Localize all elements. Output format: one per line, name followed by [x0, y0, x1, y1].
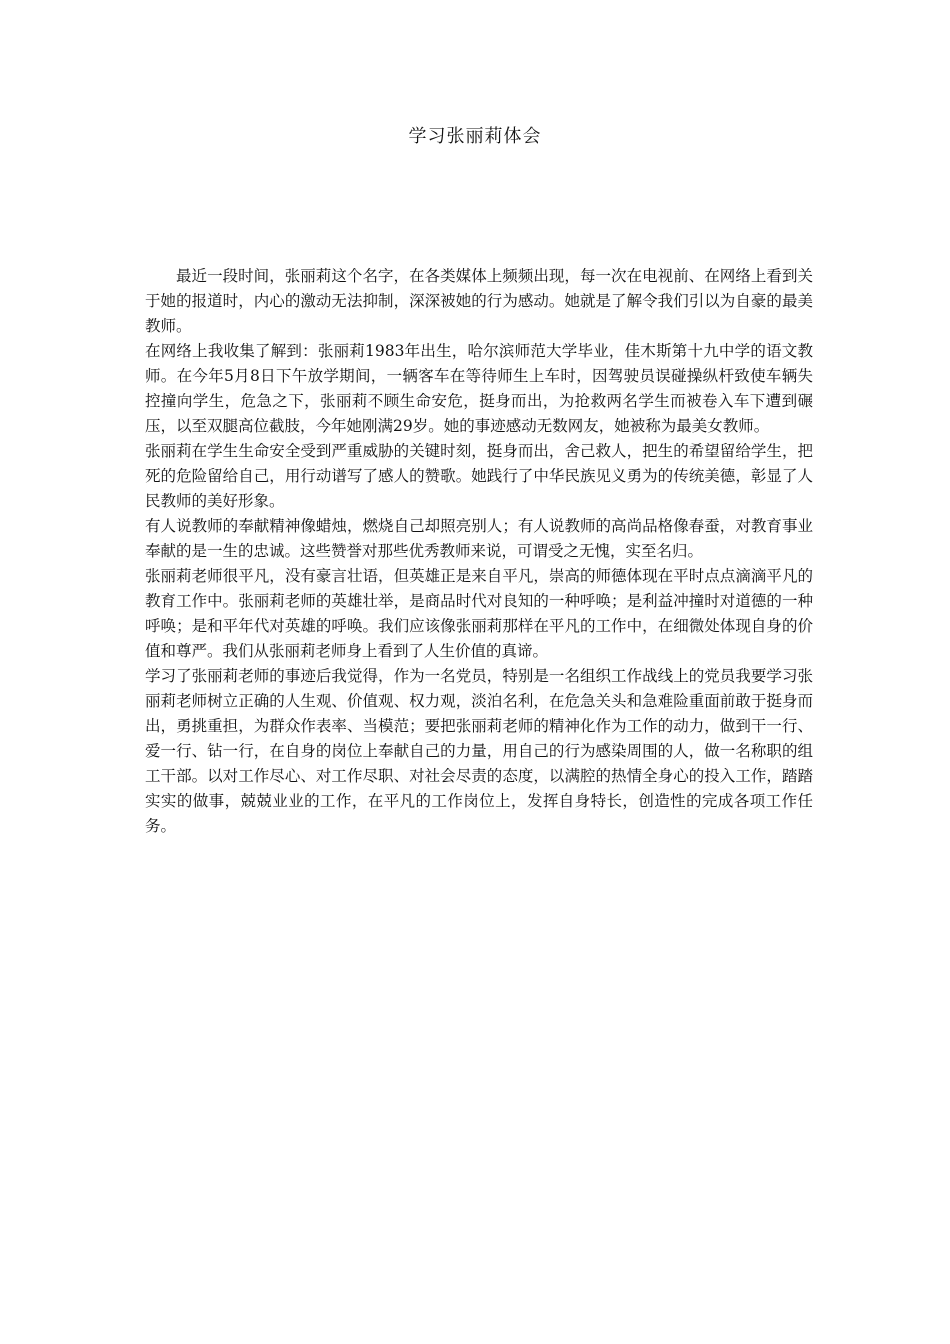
paragraph-background: 在网络上我收集了解到：张丽莉1983年出生，哈尔滨师范大学毕业，佳木斯第十九中学的语文教师。在今年5月8日下午放学期间，一辆客车在等待师生上车时，因驾驶员误碰操纵杆致使车辆失控撞向学生，危急之下，张丽莉不顾生命安危，挺身而出，为抢救两名学生而被卷入车下遭到碾压，以至双腿高位截肢，今年她刚满29岁。她的事迹感动无数网友，她被称为最美女教师。	[145, 342, 813, 435]
paragraph-praise: 张丽莉在学生生命安全受到严重威胁的关键时刻，挺身而出，舍己救人，把生的希望留给学生，把死的危险留给自己，用行动谱写了感人的赞歌。她践行了中华民族见义勇为的传统美德，彰显了人民教师的美好形象。	[145, 442, 813, 510]
paragraph-reflection: 学习了张丽莉老师的事迹后我觉得，作为一名党员，特别是一名组织工作战线上的党员我要学习张丽莉老师树立正确的人生观、价值观、权力观，淡泊名利，在危急关头和急难险重面前敢于挺身而出，勇挑重担，为群众作表率、当模范；要把张丽莉老师的精神化作为工作的动力，做到干一行、爱一行、钻一行，在自身的岗位上奉献自己的力量，用自己的行为感染周围的人，做一名称职的组工干部。以对工作尽心、对工作尽职、对社会尽责的态度，以满腔的热情全身心的投入工作，踏踏实实的做事，兢兢业业的工作，在平凡的工作岗位上，发挥自身特长，创造性的完成各项工作任务。	[145, 667, 813, 835]
paragraph-ordinary-hero: 张丽莉老师很平凡，没有豪言壮语，但英雄正是来自平凡，崇高的师德体现在平时点点滴滴平凡的教育工作中。张丽莉老师的英雄壮举，是商品时代对良知的一种呼唤；是利益冲撞时对道德的一种呼唤；是和平年代对英雄的呼唤。我们应该像张丽莉那样在平凡的工作中，在细微处体现自身的价值和尊严。我们从张丽莉老师身上看到了人生价值的真谛。	[145, 567, 813, 660]
document-title: 学习张丽莉体会	[408, 126, 542, 147]
paragraph-intro: 最近一段时间，张丽莉这个名字，在各类媒体上频频出现，每一次在电视前、在网络上看到关于她的报道时，内心的激动无法抑制，深深被她的行为感动。她就是了解令我们引以为自豪的最美教师。	[145, 267, 813, 335]
document-body	[145, 264, 813, 839]
paragraph-metaphor: 有人说教师的奉献精神像蜡烛，燃烧自己却照亮别人；有人说教师的高尚品格像春蚕，对教育事业奉献的是一生的忠诚。这些赞誉对那些优秀教师来说，可谓受之无愧，实至名归。	[145, 517, 813, 560]
